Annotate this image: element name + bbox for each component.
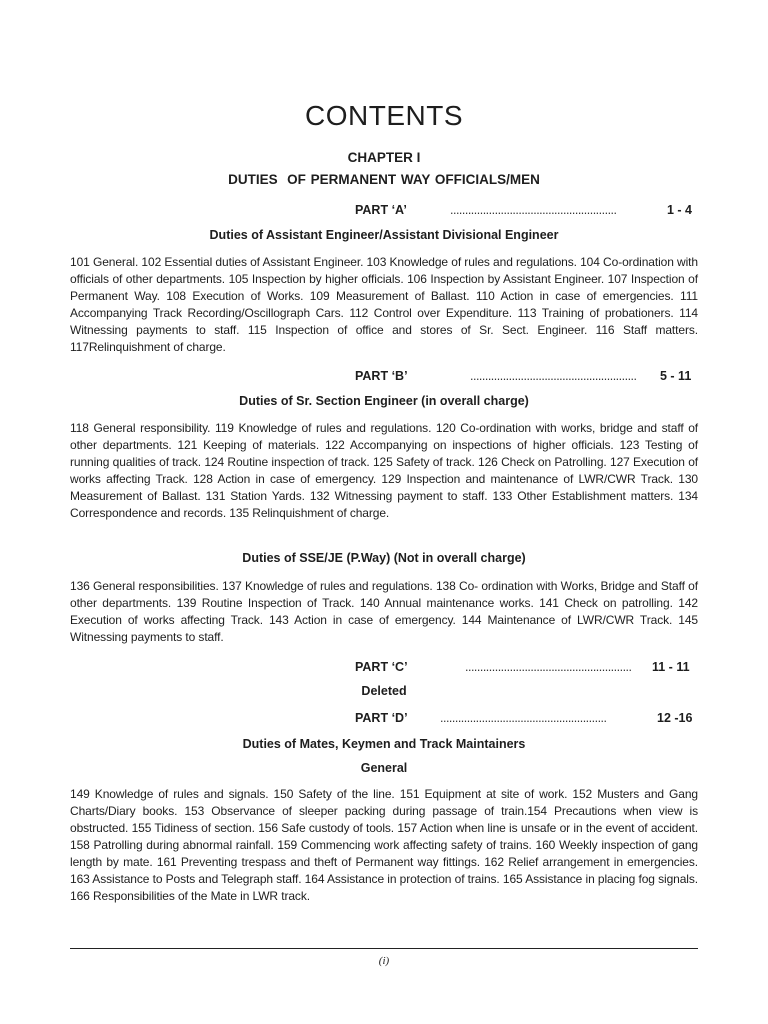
part-a-entry (355, 203, 695, 219)
part-c-deleted-note: Deleted (361, 684, 407, 698)
part-c-pages: 11 - 11 (652, 660, 690, 674)
section-items-mates-keymen: 149 Knowledge of rules and signals. 150 Safety of the line. 151 Equipment at site of work. 152 Musters and Gang Charts/Diary books. 153 Observance of sleeper packing during passage of train.154 Precautions when view is obstructed. 155 Tidiness of section. 156 Safe custody of tools. 157 Action when line is unsafe or in the event of accident. 158 Patrolling during abnormal rainfall. 159 Commencing work affecting safety of trains. 160 Weekly inspection of gang length by mate. 161 Preventing trespass and theft of Permanent way fittings. 162 Relief arrangement in emergencies. 163 Assistance to Posts and Telegraph staff. 164 Assistance in protection of trains. 165 Assistance in placing fog signals. 166 Responsibilities of the Mate in LWR track. (70, 787, 698, 903)
section-items-assistant-engineer: 101 General. 102 Essential duties of Assistant Engineer. 103 Knowledge of rules and regulations. 104 Co-ordination with officials of other departments. 105 Inspection by higher officials. 106 Inspection by Assistant Engineer. 107 Inspection of Permanent Way. 108 Execution of Works. 109 Measurement of Ballast. 110 Action in case of emergencies. 111 Accompanying Track Recording/Oscillograph Cars. 112 Control over Expenditure. 113 Training of probationers. 114 Witnessing payments to staff. 115 Inspection of office and stores of Sr. Sect. Engineer. 116 Staff matters. 117Relinquishment of charge. (70, 255, 698, 354)
part-b-pages: 5 - 11 (660, 369, 692, 383)
section-subheading-general: General (360, 761, 408, 775)
section-heading-sr-section-engineer: Duties of Sr. Section Engineer (in overall charge) (239, 394, 529, 408)
chapter-label: CHAPTER I (347, 150, 421, 165)
part-b-leader: ........................................................ (470, 369, 637, 383)
part-c-entry (355, 660, 695, 676)
part-a-label: PART ‘A’ (355, 203, 407, 217)
section-heading-mates-keymen: Duties of Mates, Keymen and Track Maintainers (242, 737, 526, 751)
page-number: (i) (378, 955, 390, 967)
part-b-entry (355, 369, 695, 385)
part-c-label: PART ‘C’ (355, 660, 408, 674)
part-a-pages: 1 - 4 (667, 203, 693, 217)
part-c-leader: ........................................................ (465, 660, 632, 674)
part-d-label: PART ‘D’ (355, 711, 408, 725)
section-items-sr-section-engineer: 118 General responsibility. 119 Knowledge of rules and regulations. 120 Co-ordination with works, bridge and staff of other departments. 121 Keeping of materials. 122 Accompanying on inspections of higher officials. 123 Testing of running qualities of track. 124 Routine inspection of track. 125 Safety of track. 126 Check on Patrolling. 127 Execution of works affecting Track. 128 Action in case of emergency. 129 Inspection and maintenance of LWR/CWR Track. 130 Measurement of Ballast. 131 Station Yards. 132 Witnessing payment to staff. 133 Other Establishment matters. 134 Correspondence and records. 135 Relinquishment of charge. (70, 421, 698, 520)
part-b-label: PART ‘B’ (355, 369, 408, 383)
section-items-sse-je: 136 General responsibilities. 137 Knowledge of rules and regulations. 138 Co- ordination with Works, Bridge and Staff of other departments. 139 Routine Inspection of Track. 140 Annual maintenance works. 141 Check on patrolling. 142 Execution of works affecting Track. 143 Action in case of emergency. 144 Maintenance of LWR/CWR Track. 145 Witnessing payments to staff. (70, 579, 698, 644)
part-d-pages: 12 -16 (657, 711, 693, 725)
part-d-leader: ........................................................ (440, 711, 607, 725)
section-heading-sse-je: Duties of SSE/JE (P.Way) (Not in overall charge) (242, 551, 526, 565)
section-heading-assistant-engineer: Duties of Assistant Engineer/Assistant Divisional Engineer (209, 228, 559, 242)
part-a-leader: ........................................................ (450, 203, 617, 217)
footer-rule (70, 948, 698, 949)
chapter-subtitle: DUTIES OF PERMANENT WAY OFFICIALS/MEN (228, 172, 540, 187)
part-d-entry (355, 711, 695, 727)
page-title: CONTENTS (305, 100, 463, 131)
